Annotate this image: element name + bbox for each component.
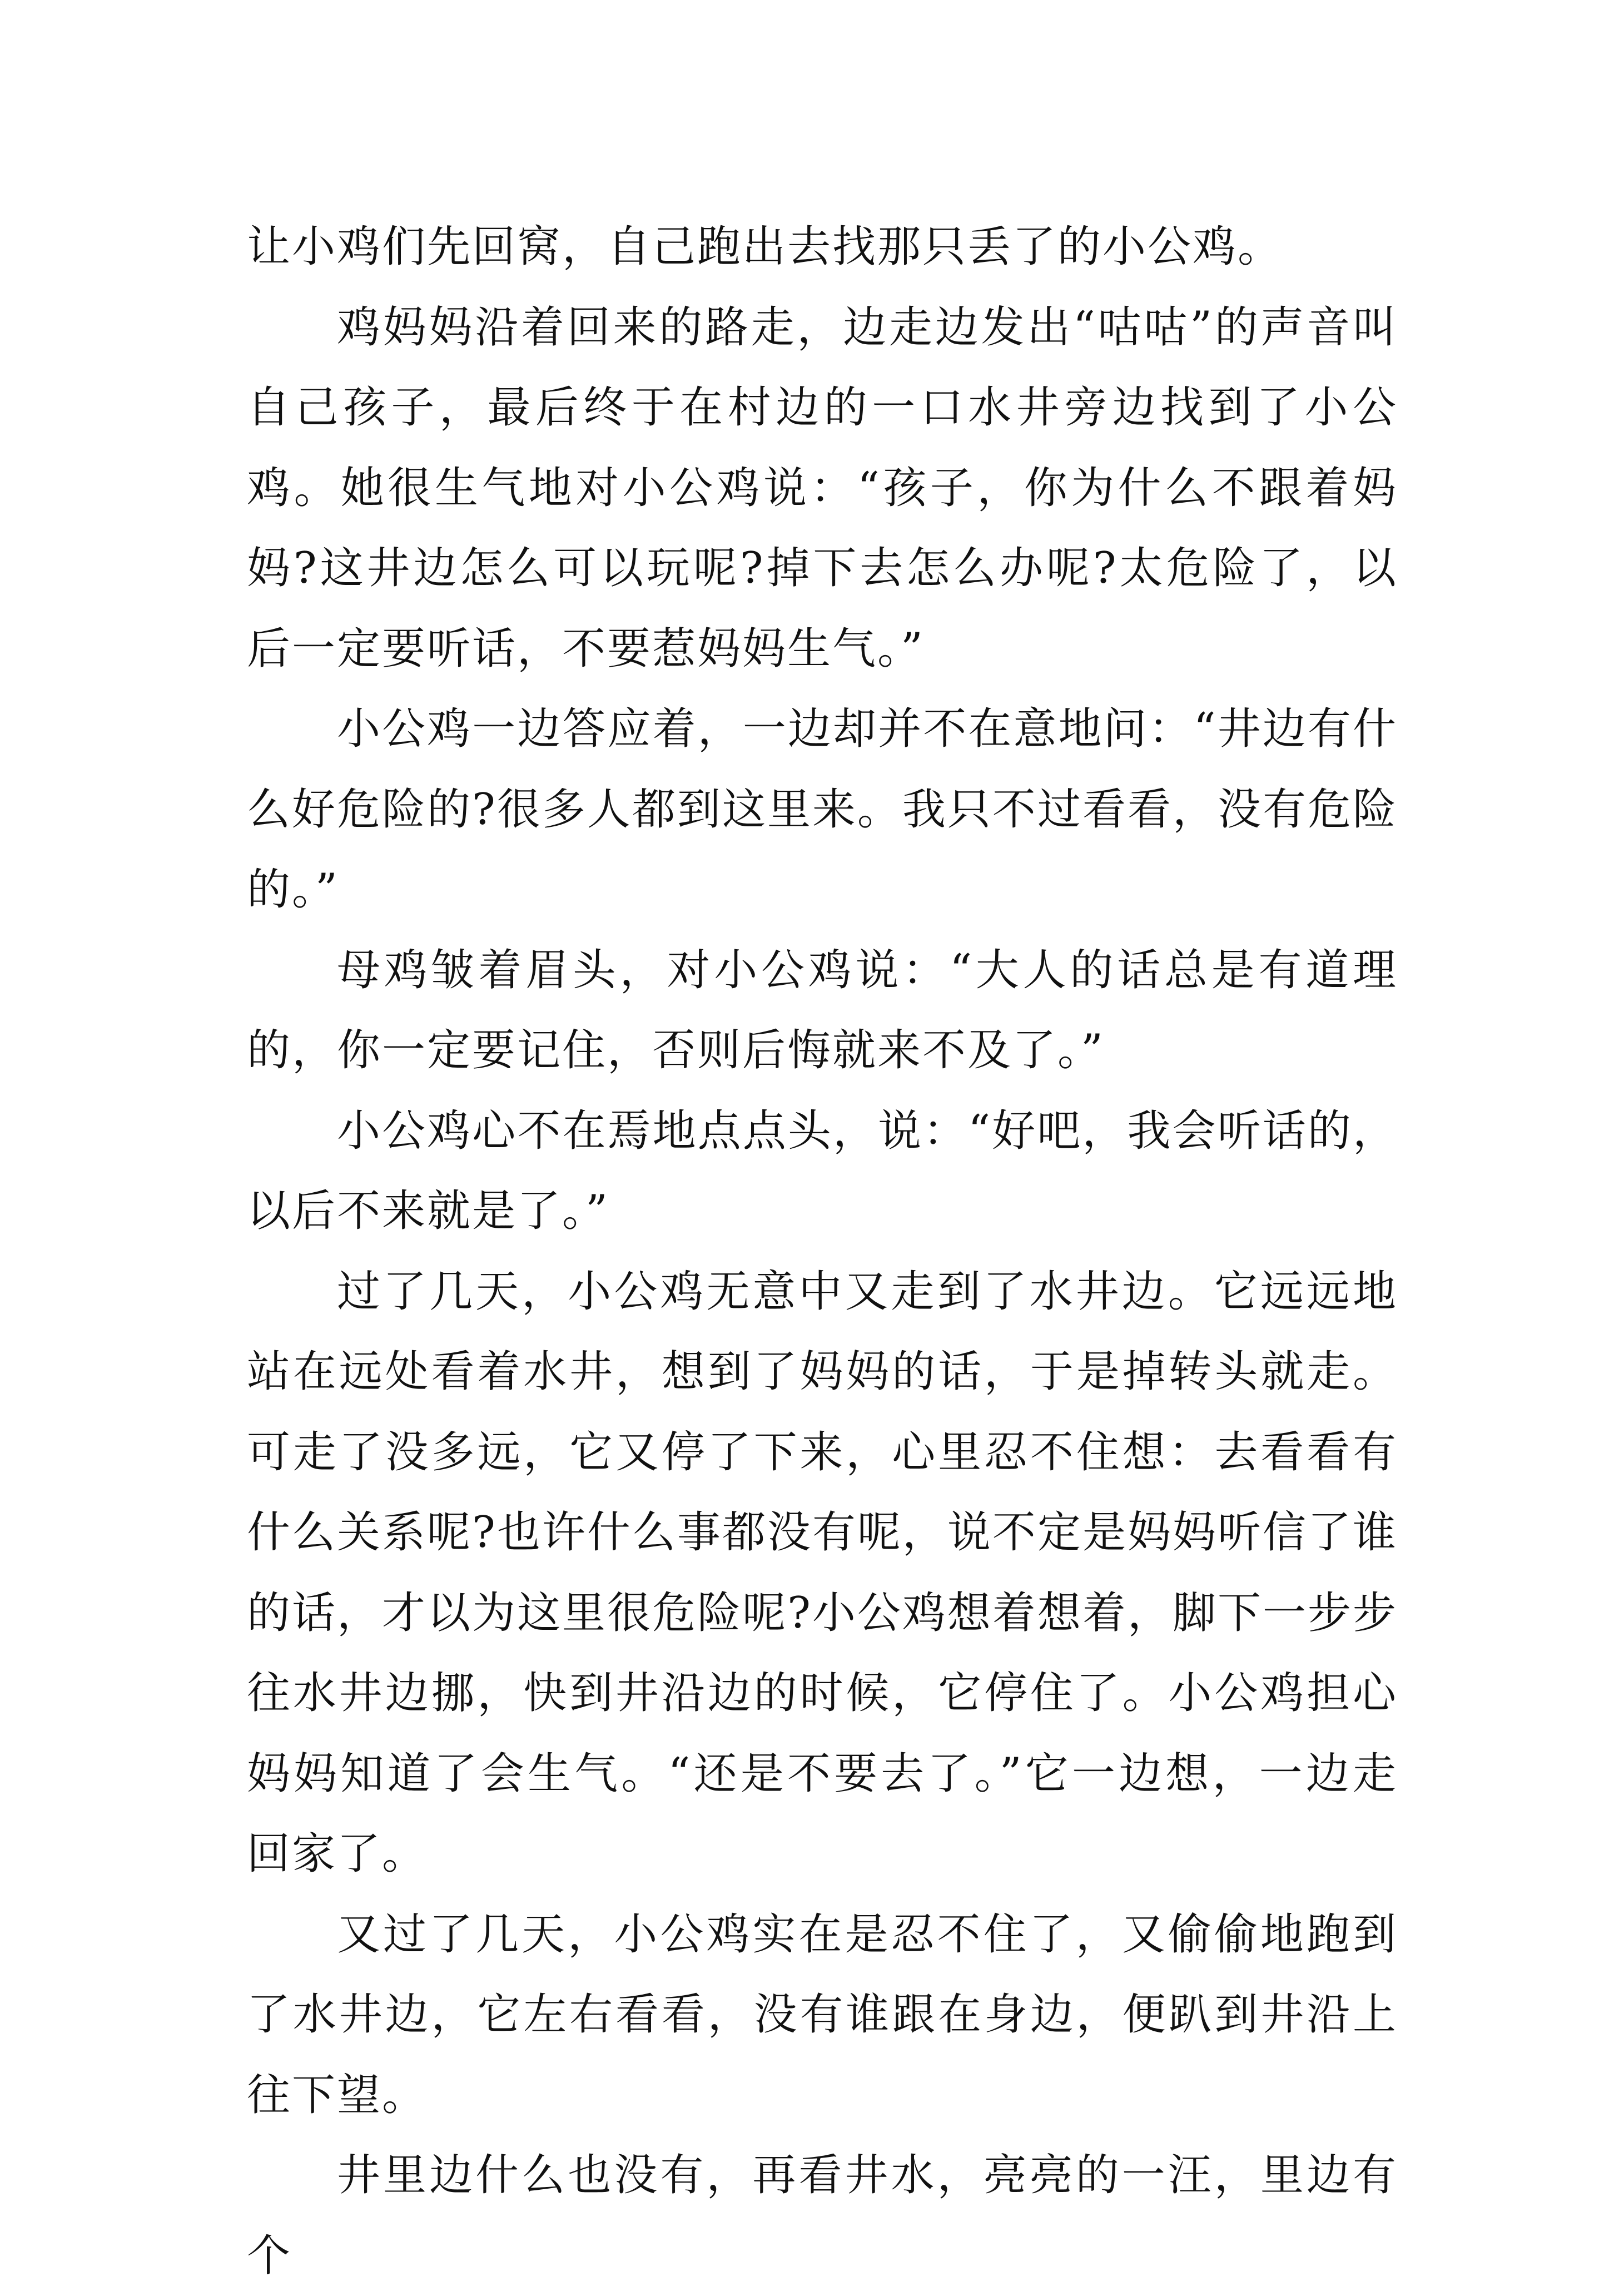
- paragraph-3: 小公鸡一边答应着，一边却并不在意地问：“井边有什么好危险的?很多人都到这里来。我只不过看看，没有危险的。”: [247, 704, 1398, 915]
- paragraph-7: 又过了几天，小公鸡实在是忍不住了，又偷偷地跑到了水井边，它左右看看，没有谁跟在身边，便趴到井沿上往下望。: [247, 1909, 1398, 2120]
- paragraph-6: 过了几天，小公鸡无意中又走到了水井边。它远远地站在远处看着水井，想到了妈妈的话，于是掉转头就走。可走了没多远，它又停了下来，心里忍不住想：去看看有什么关系呢?也许什么事都没有呢，说不定是妈妈听信了谁的话，才以为这里很危险呢?小公鸡想着想着，脚下一步步往水井边挪，快到井沿边的时候，它停住了。小公鸡担心妈妈知道了会生气。“还是不要去了。”它一边想，一边走回家了。: [247, 1266, 1398, 1879]
- paragraph-5: 小公鸡心不在焉地点点头，说：“好吧，我会听话的，以后不来就是了。”: [247, 1105, 1398, 1236]
- paragraph-4: 母鸡皱着眉头，对小公鸡说：“大人的话总是有道理的，你一定要记住，否则后悔就来不及了。”: [247, 945, 1398, 1075]
- paragraph-1: 让小鸡们先回窝，自己跑出去找那只丢了的小公鸡。: [247, 222, 1283, 272]
- paragraph-8: 井里边什么也没有，再看井水，亮亮的一汪，里边有个: [247, 2150, 1398, 2281]
- paragraph-2: 鸡妈妈沿着回来的路走，边走边发出“咕咕”的声音叫自己孩子，最后终于在村边的一口水井旁边找到了小公鸡。她很生气地对小公鸡说：“孩子，你为什么不跟着妈妈?这井边怎么可以玩呢?掉下去怎么办呢?太危险了，以后一定要听话，不要惹妈妈生气。”: [247, 302, 1398, 674]
- story-text: [247, 207, 1398, 2296]
